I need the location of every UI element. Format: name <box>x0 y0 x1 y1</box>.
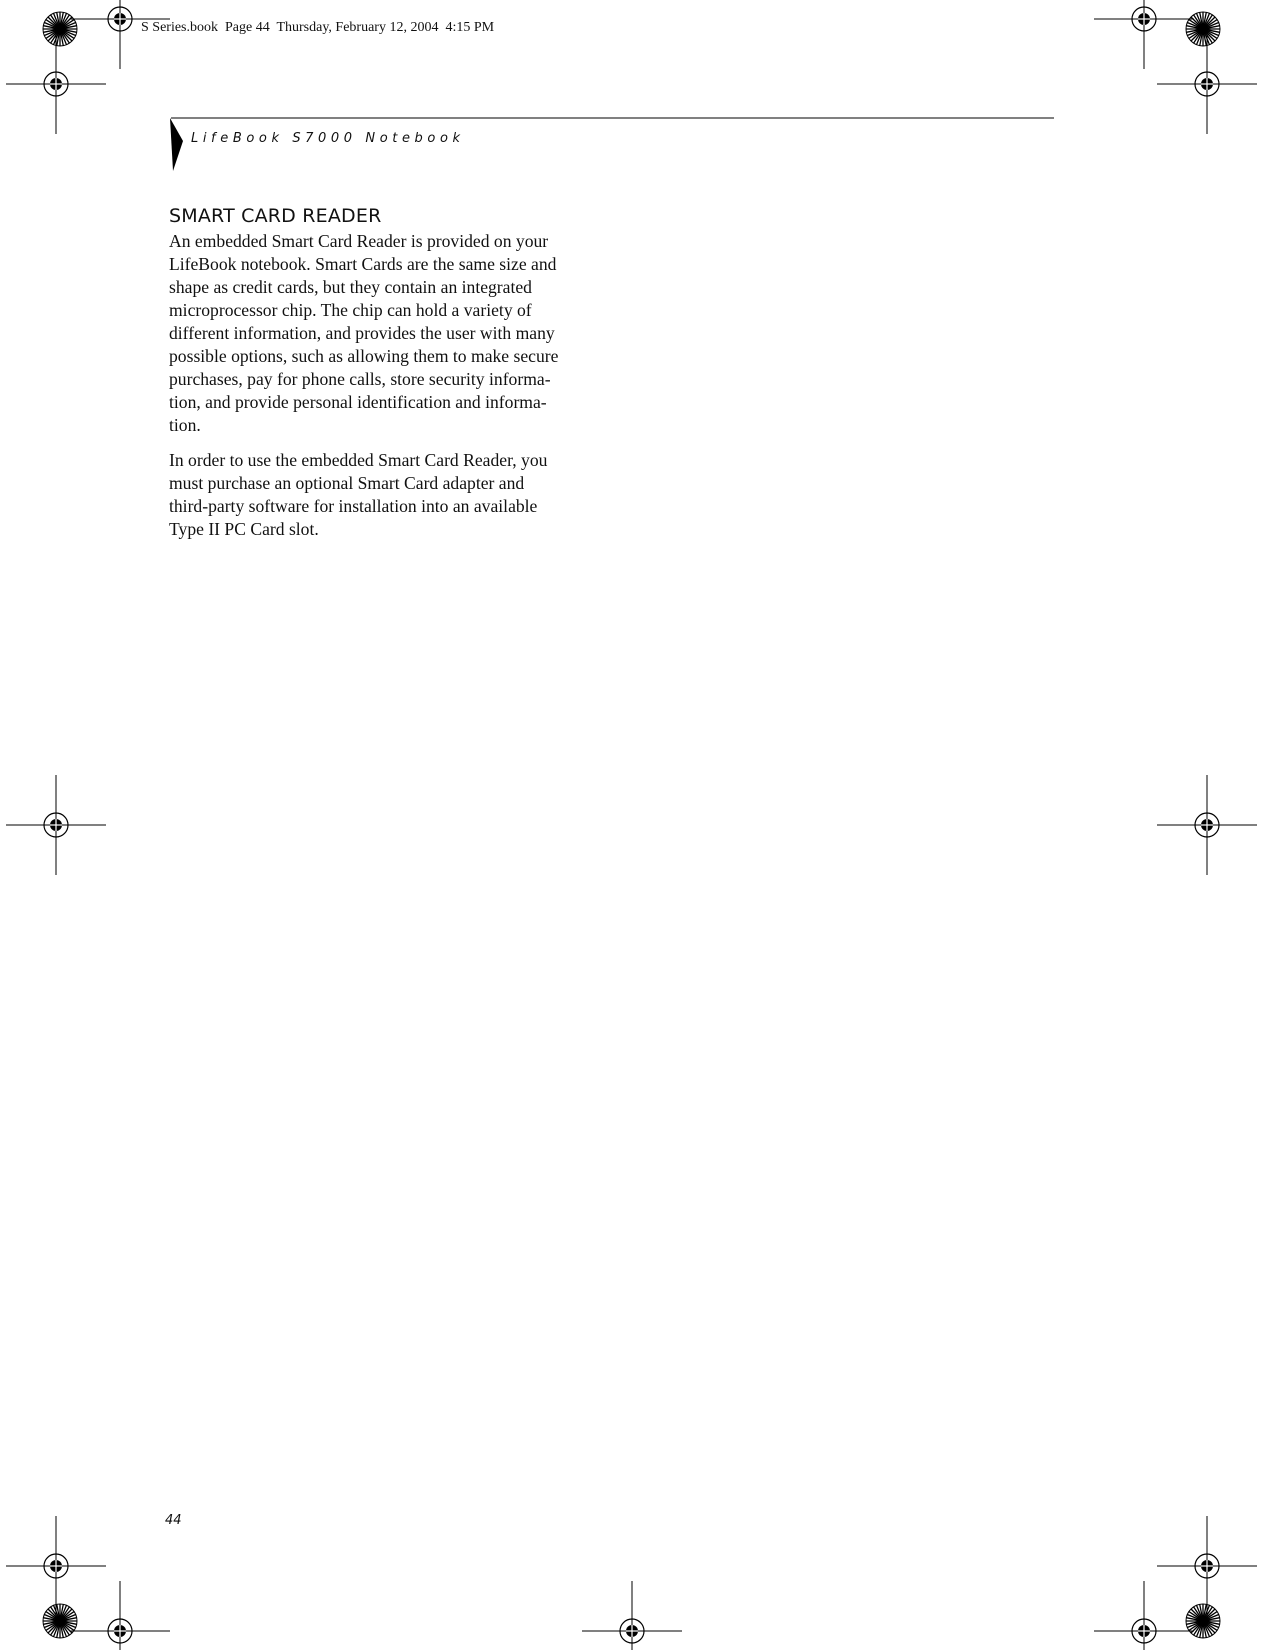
text-line: possible options, such as allowing them to make secure <box>169 346 559 366</box>
page-number: 44 <box>165 1513 182 1528</box>
paragraph-intro <box>169 230 599 437</box>
paragraph-requirements <box>169 449 599 541</box>
registration-mark <box>1094 1581 1194 1650</box>
registration-mark <box>1094 0 1194 69</box>
text-line: different information, and provides the user with many <box>169 323 555 343</box>
running-head: LifeBook S7000 Notebook <box>191 131 465 146</box>
text-line: shape as credit cards, but they contain an integrated <box>169 277 532 297</box>
registration-mark <box>6 1516 106 1616</box>
star-target-bottom-left <box>43 1604 77 1638</box>
registration-mark <box>70 1581 170 1650</box>
text-line: Type II PC Card slot. <box>169 519 319 539</box>
text-line: tion, and provide personal identification and informa- <box>169 392 547 412</box>
print-slug: S Series.book Page 44 Thursday, February 12, 2004 4:15 PM <box>141 20 495 35</box>
registration-mark <box>1157 1516 1257 1616</box>
section-heading: SMART CARD READER <box>169 205 382 227</box>
registration-mark <box>6 34 106 134</box>
registration-mark <box>6 775 106 875</box>
main-content <box>169 204 599 553</box>
text-line: third-party software for installation into an available <box>169 496 538 516</box>
text-line: must purchase an optional Smart Card adapter and <box>169 473 525 493</box>
text-line: An embedded Smart Card Reader is provided on your <box>169 231 549 251</box>
text-line: purchases, pay for phone calls, store security informa- <box>169 369 551 389</box>
registration-mark <box>582 1581 682 1650</box>
header-wedge <box>170 118 183 171</box>
star-target-bottom-right <box>1186 1604 1220 1638</box>
text-line: LifeBook notebook. Smart Cards are the same size and <box>169 254 557 274</box>
star-target-top-right <box>1186 12 1220 46</box>
text-line: microprocessor chip. The chip can hold a variety of <box>169 300 532 320</box>
registration-mark <box>1157 775 1257 875</box>
star-target-top-left <box>43 12 77 46</box>
registration-mark <box>1157 34 1257 134</box>
text-line: In order to use the embedded Smart Card Reader, you <box>169 450 548 470</box>
text-line: tion. <box>169 415 201 435</box>
